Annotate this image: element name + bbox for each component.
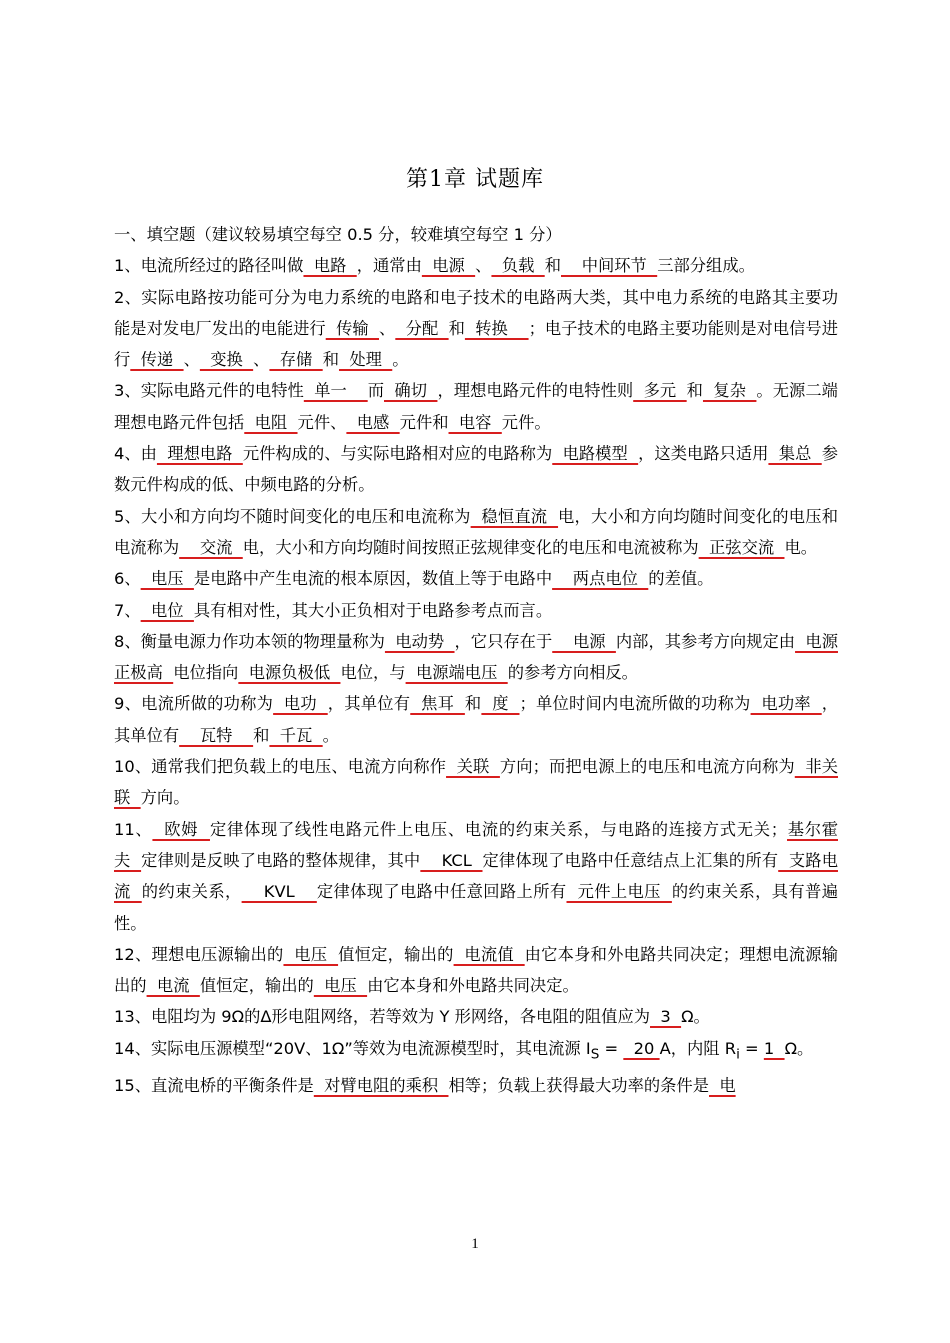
answer-blank: 电阻: [244, 412, 298, 432]
question-text: 8、衡量电源力作功本领的物理量称为: [114, 631, 385, 651]
question-13: [114, 1001, 838, 1032]
question-text: 和: [464, 694, 482, 714]
answer-blank: 电功率: [750, 694, 822, 714]
question-text: 、: [379, 318, 396, 338]
question-text: ，理想电路元件的电特性则: [437, 381, 634, 401]
answer-blank: 中间环节: [561, 256, 658, 276]
question-text: =: [739, 1038, 764, 1058]
answer-blank: 分配: [395, 318, 449, 338]
question-text: 电。: [784, 537, 818, 557]
question-text: 和: [253, 725, 270, 745]
question-text: 、: [253, 350, 270, 370]
subscript: i: [736, 1045, 740, 1062]
question-text: 电位，与: [340, 663, 406, 683]
question-3: [114, 375, 838, 438]
question-text: 具有相对性，其大小正负相对于电路参考点而言。: [193, 600, 553, 620]
question-text: 10、通常我们把负载上的电压、电流方向称作: [114, 757, 447, 777]
question-7: [114, 595, 838, 626]
question-text: Ω。: [681, 1007, 710, 1027]
question-text: 9、电流所做的功称为: [114, 694, 274, 714]
question-text: 定律体现了线性电路元件上电压、电流的约束关系，与电路的连接方式无关；: [209, 819, 788, 839]
question-text: 由它本身和外电路共同决定；理想电流源输出的: [114, 944, 838, 996]
question-text: ，其单位有: [114, 694, 838, 745]
question-text: 。: [392, 350, 409, 370]
answer-blank: 确切: [384, 381, 438, 401]
question-text: 值恒定，输出的: [338, 944, 454, 964]
answer-blank: 传递: [130, 350, 184, 370]
question-text: 。: [322, 725, 339, 745]
question-text: 6、: [114, 569, 141, 589]
question-text: 而: [367, 381, 384, 401]
answer-blank: 度: [481, 694, 520, 714]
answer-blank: 电压: [313, 976, 368, 996]
answer-blank: KVL: [241, 882, 317, 902]
question-content: [114, 219, 838, 1102]
answer-blank: 瓦特: [179, 725, 254, 745]
question-text: 是电路中产生电流的根本原因，数值上等于电路中: [193, 569, 553, 589]
answer-blank: 电源负极低: [238, 663, 341, 683]
question-text: 方向；而把电源上的电压和电流方向称为: [499, 757, 795, 777]
question-text: 14、实际电压源模型“20V、1Ω”等效为电流源模型时，其电流源 I: [114, 1038, 591, 1058]
answer-blank: 电流值: [453, 944, 525, 964]
answer-blank: 电源: [552, 631, 616, 651]
question-text: 定律体现了电路中任意结点上汇集的所有: [482, 850, 779, 870]
question-text: 电，大小和方向均随时间按照正弦规律变化的电压和电流被称为: [242, 537, 699, 557]
question-text: 参数元件构成的低、中频电路的分析。: [114, 444, 839, 495]
answer-blank: 单一: [303, 381, 368, 401]
answer-blank: 电流: [146, 976, 200, 996]
question-text: 13、电阻均为 9Ω的Δ形电阻网络，若等效为 Y 形网络，各电阻的阻值应为: [114, 1007, 651, 1027]
question-text: 、: [475, 256, 492, 276]
question-text: 。无源二端理想电路元件包括: [114, 381, 838, 432]
question-text: 和: [322, 350, 339, 370]
question-text: ，其单位有: [327, 694, 411, 714]
answer-blank: 变换: [199, 350, 254, 370]
question-2: [114, 282, 838, 376]
question-text: ，它只存在于: [454, 631, 553, 651]
question-10: [114, 751, 838, 814]
subscript: S: [590, 1045, 600, 1062]
question-text: 12、理想电压源输出的: [114, 944, 284, 964]
answer-blank: 1: [763, 1038, 785, 1058]
question-text: 内部，其参考方向规定由: [615, 631, 796, 651]
question-text: =: [599, 1038, 624, 1058]
question-6: [114, 563, 838, 594]
answer-blank: 电位: [140, 600, 194, 620]
question-15: [114, 1070, 838, 1101]
answer-blank: 复杂: [702, 381, 757, 401]
answer-blank: 基尔霍夫: [114, 819, 838, 870]
answer-blank: 集总: [768, 444, 822, 464]
question-text: 定律则是反映了电路的整体规律，其中: [141, 850, 421, 870]
question-text: 电，大小和方向均随时间变化的电压和电流称为: [114, 506, 838, 557]
answer-blank: 负载: [491, 256, 545, 276]
answer-blank: 多元: [633, 381, 687, 401]
question-text: Ω。: [784, 1038, 814, 1058]
question-text: 元件和: [399, 412, 449, 432]
question-text: 元件、: [297, 412, 347, 432]
question-text: ，通常由: [356, 256, 422, 276]
answer-blank: 电: [709, 1076, 736, 1096]
answer-blank: 电路模型: [552, 444, 639, 464]
answer-blank: 处理: [338, 350, 393, 370]
answer-blank: 焦耳: [410, 694, 465, 714]
question-text: 电位指向: [173, 663, 239, 683]
answer-blank: 电功: [273, 694, 328, 714]
question-text: 元件。: [501, 412, 551, 432]
answer-blank: 元件上电压: [566, 882, 672, 902]
answer-blank: 稳恒直流: [470, 506, 559, 526]
question-5: [114, 501, 838, 564]
answer-blank: 电压: [283, 944, 339, 964]
question-text: 和: [686, 381, 703, 401]
answer-blank: KCL: [420, 850, 483, 870]
answer-blank: 传输: [325, 318, 380, 338]
question-text: 值恒定，输出的: [199, 976, 314, 996]
question-12: [114, 939, 838, 1002]
question-text: 11、: [114, 819, 153, 839]
question-text: ；电子技术的电路主要功能则是对电信号进行: [114, 318, 838, 370]
question-8: [114, 626, 838, 689]
question-text: 相等；负载上获得最大功率的条件是: [448, 1076, 709, 1096]
answer-blank: 电感: [346, 412, 400, 432]
question-text: 三部分组成。: [657, 256, 755, 276]
question-text: 的参考方向相反。: [507, 663, 638, 683]
answer-blank: 正弦交流: [698, 537, 785, 557]
question-4: [114, 438, 838, 501]
answer-blank: 两点电位: [552, 569, 649, 589]
answer-blank: 关联: [446, 757, 500, 777]
question-text: 定律体现了电路中任意回路上所有: [316, 882, 567, 902]
answer-blank: 3: [650, 1007, 682, 1027]
question-1: [114, 250, 838, 281]
answer-blank: 对臂电阻的乘积: [313, 1076, 449, 1096]
question-text: 2、实际电路按功能可分为电力系统的电路和电子技术的电路两大类，其中电力系统的电路其主要功能是对发电厂发出的电能进行: [114, 287, 838, 338]
answer-blank: 理想电路: [156, 444, 243, 464]
answer-blank: 交流: [179, 537, 243, 557]
question-text: 由它本身和外电路共同决定。: [367, 976, 579, 996]
question-text: ；单位时间内电流所做的功称为: [519, 694, 751, 714]
question-text: 、: [183, 350, 200, 370]
section-heading: 一、填空题（建议较易填空每空 0.5 分，较难填空每空 1 分）: [114, 225, 562, 244]
answer-blank: 电容: [448, 412, 502, 432]
answer-blank: 支路电流: [114, 850, 838, 902]
chapter-title: 第1章 试题库: [406, 167, 544, 192]
question-text: 7、: [114, 600, 141, 620]
answer-blank: 电源端电压: [405, 663, 508, 683]
question-11: [114, 814, 838, 939]
question-text: 和: [448, 318, 465, 338]
answer-blank: 20: [623, 1038, 660, 1058]
answer-blank: 非关联: [114, 757, 838, 808]
answer-blank: 电路: [303, 256, 357, 276]
question-14: [114, 1033, 838, 1071]
answer-blank: 电压: [140, 569, 194, 589]
answer-blank: 电动势: [384, 631, 455, 651]
question-text: 3、实际电路元件的电特性: [114, 381, 304, 401]
question-text: 元件构成的、与实际电路相对应的电路称为: [242, 444, 553, 464]
question-text: 的差值。: [648, 569, 714, 589]
question-text: 和: [544, 256, 561, 276]
page-number: 1: [471, 1236, 479, 1252]
question-text: ，这类电路只适用: [638, 444, 769, 464]
question-9: [114, 688, 838, 751]
question-text: A，内阻 R: [659, 1038, 737, 1058]
question-text: 1、电流所经过的路径叫做: [114, 256, 304, 276]
question-text: 的约束关系，: [141, 882, 242, 902]
question-text: 方向。: [140, 788, 190, 808]
question-text: 4、由: [114, 444, 157, 464]
question-text: 的约束关系，具有普遍性。: [114, 882, 838, 933]
answer-blank: 转换: [464, 318, 529, 338]
answer-blank: 千瓦: [269, 725, 323, 745]
answer-blank: 存储: [269, 350, 323, 370]
answer-blank: 电源: [421, 256, 476, 276]
question-text: 15、直流电桥的平衡条件是: [114, 1076, 314, 1096]
answer-blank: 电源正极高: [114, 631, 838, 683]
answer-blank: 欧姆: [152, 819, 210, 839]
question-text: 5、大小和方向均不随时间变化的电压和电流称为: [114, 506, 471, 526]
